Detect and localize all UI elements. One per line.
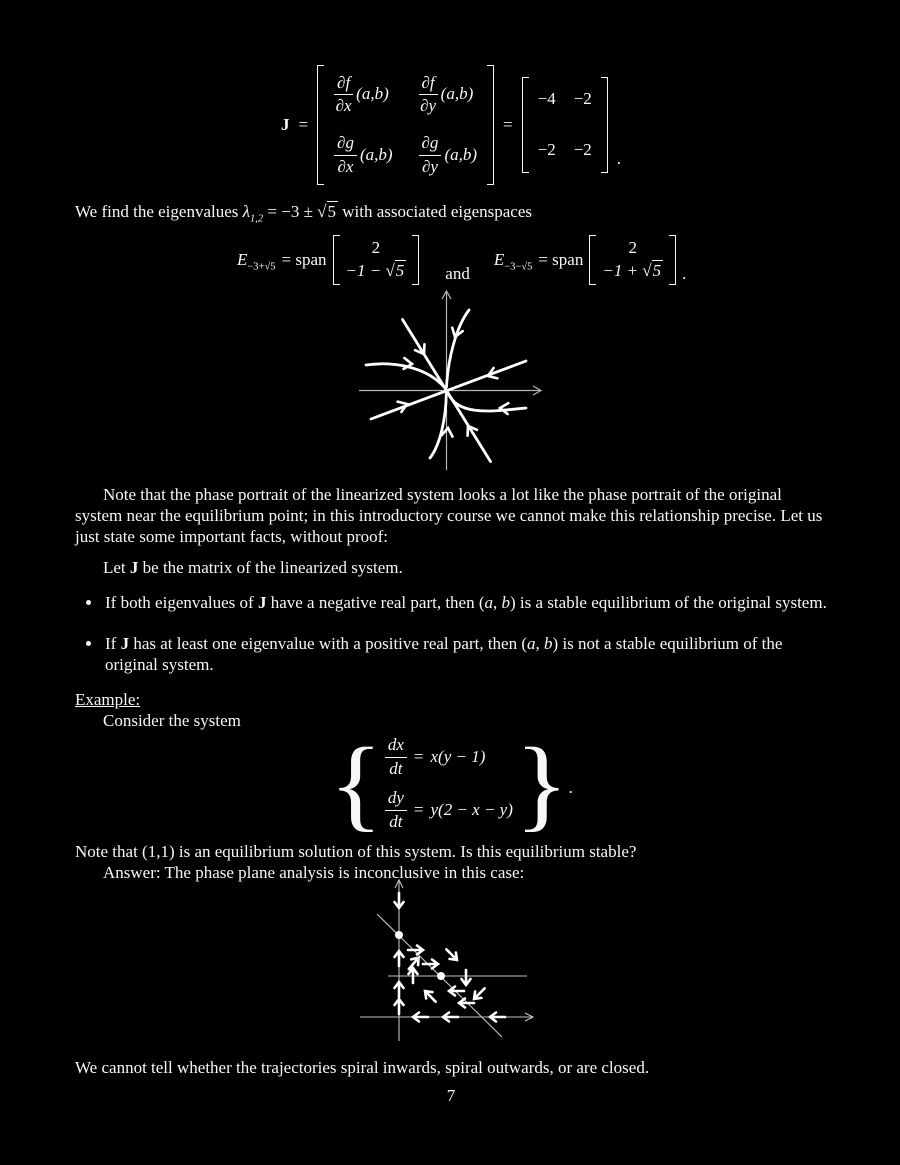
flow-arrow-icon (500, 403, 509, 415)
right-bracket (412, 235, 419, 285)
matrix-symbol-J: J (280, 114, 290, 134)
let-J-line: Let J be the matrix of the linearized system. (103, 558, 403, 578)
axes (359, 291, 541, 470)
matrix-entry: −2 (537, 140, 556, 159)
direction-arrow-icon (449, 987, 464, 996)
lambda-symbol: $\lambda_{1,2}$ (242, 202, 264, 225)
jacobian-entry: $\frac{\partial f}{\partial x}$ (a,b) (335, 72, 389, 116)
phase-plane-sketch (330, 877, 545, 1052)
left-bracket (333, 235, 340, 285)
direction-arrow-icon (471, 985, 488, 1002)
eigenvector: 2 −1 − √5 (333, 235, 420, 285)
equilibrium-point (395, 931, 403, 939)
direction-arrow-icon (459, 999, 474, 1008)
jacobian-entry: $\frac{\partial g}{\partial y}$ (a,b) (419, 133, 477, 177)
example-heading: Example: (75, 690, 141, 710)
equilibrium-point (437, 972, 445, 980)
matrix-entry: −4 (537, 89, 556, 109)
page-number: 7 (446, 1086, 456, 1106)
period: . (616, 149, 622, 169)
eigenspace-1: $E_{-3+√5}$ = span 2 −1 − √5 (237, 235, 419, 285)
period: . (682, 264, 687, 284)
equilibrium-question: Note that (1,1) is an equilibrium solution of this system. Is this equilibrium stable? (75, 841, 637, 861)
connector-and: and (445, 264, 470, 284)
equals-sign: = (503, 114, 513, 134)
trajectory-from-bottom (430, 393, 446, 458)
jacobian-matrix (317, 65, 494, 186)
right-bracket (669, 235, 676, 285)
left-bracket (589, 235, 596, 285)
jacobian-entry: $\frac{\partial g}{\partial x}$ (a,b) (334, 133, 392, 177)
fact-bullet-1: • If both eigenvalues of J have a negative real part, then (a, b) is a stable equilibrium of the original system. (103, 593, 827, 614)
left-bracket (317, 65, 324, 186)
trajectory-from-top-right (447, 310, 470, 387)
direction-arrow-icon (395, 999, 404, 1014)
ode-system: { $\frac{dx}{dt}$ = x(y − 1) $\frac{dy}{dt}$ = y(2 − x − y) } . (329, 726, 573, 841)
period: . (568, 778, 573, 798)
numeric-matrix (522, 77, 608, 172)
direction-arrow-icon (395, 893, 404, 908)
direction-arrow-icon (443, 946, 460, 963)
ode-equation-1: $\frac{dx}{dt}$ = x(y − 1) (385, 735, 513, 779)
eigenvalue-sentence: We find the eigenvalues $\lambda_{1,2} = -3 \pm √5$ with associated eigenspaces (75, 202, 533, 225)
flow-arrow-icon (398, 399, 409, 412)
sqrt-5: √5 (317, 202, 336, 221)
eigenvector: 2 −1 + √5 (589, 235, 676, 285)
closing-sentence: We cannot tell whether the trajectories spiral inwards, spiral outwards, or are closed. (75, 1058, 650, 1078)
matrix-entry: −2 (573, 89, 592, 109)
direction-arrow-icon (395, 951, 404, 966)
direction-arrows (395, 893, 506, 1022)
direction-arrow-icon (422, 988, 439, 1005)
consider-line: Consider the system (103, 711, 241, 731)
note-paragraph: Note that the phase portrait of the linearized system looks a lot like the phase portrait of the original system near the equilibrium point; in this introductory course we cannot make this relationship precise. Let us just state some important facts, without proof: (75, 485, 823, 546)
direction-arrow-icon (490, 1013, 505, 1022)
direction-arrow-icon (395, 982, 404, 997)
answer-line: Answer: The phase plane analysis is inconclusive in this case: (103, 862, 525, 882)
page-content (0, 64, 900, 285)
facts-list (79, 593, 827, 675)
right-bracket (601, 77, 608, 172)
jacobian-equation (75, 64, 827, 186)
direction-arrow-icon (413, 1013, 428, 1022)
eigenspace-2: $E_{-3-√5}$ = span 2 −1 + √5 . (494, 235, 687, 285)
phase-portrait-linearized-system (349, 287, 569, 477)
eigenspaces-row (237, 235, 827, 285)
trajectory-from-right (449, 394, 527, 411)
matrix-entry: −2 (573, 140, 592, 159)
direction-arrow-icon (462, 970, 471, 985)
ode-equation-2: $\frac{dy}{dt}$ = y(2 − x − y) (385, 788, 513, 832)
jacobian-entry: $\frac{\partial f}{\partial y}$ (a,b) (420, 72, 474, 116)
fact-bullet-2: • If J has at least one eigenvalue with a positive real part, then (a, b) is not a stable equilibrium of the original system. (103, 634, 827, 675)
equals-sign: = (298, 114, 309, 134)
right-bracket (487, 65, 494, 186)
direction-arrow-icon (443, 1013, 458, 1022)
left-bracket (522, 77, 529, 172)
